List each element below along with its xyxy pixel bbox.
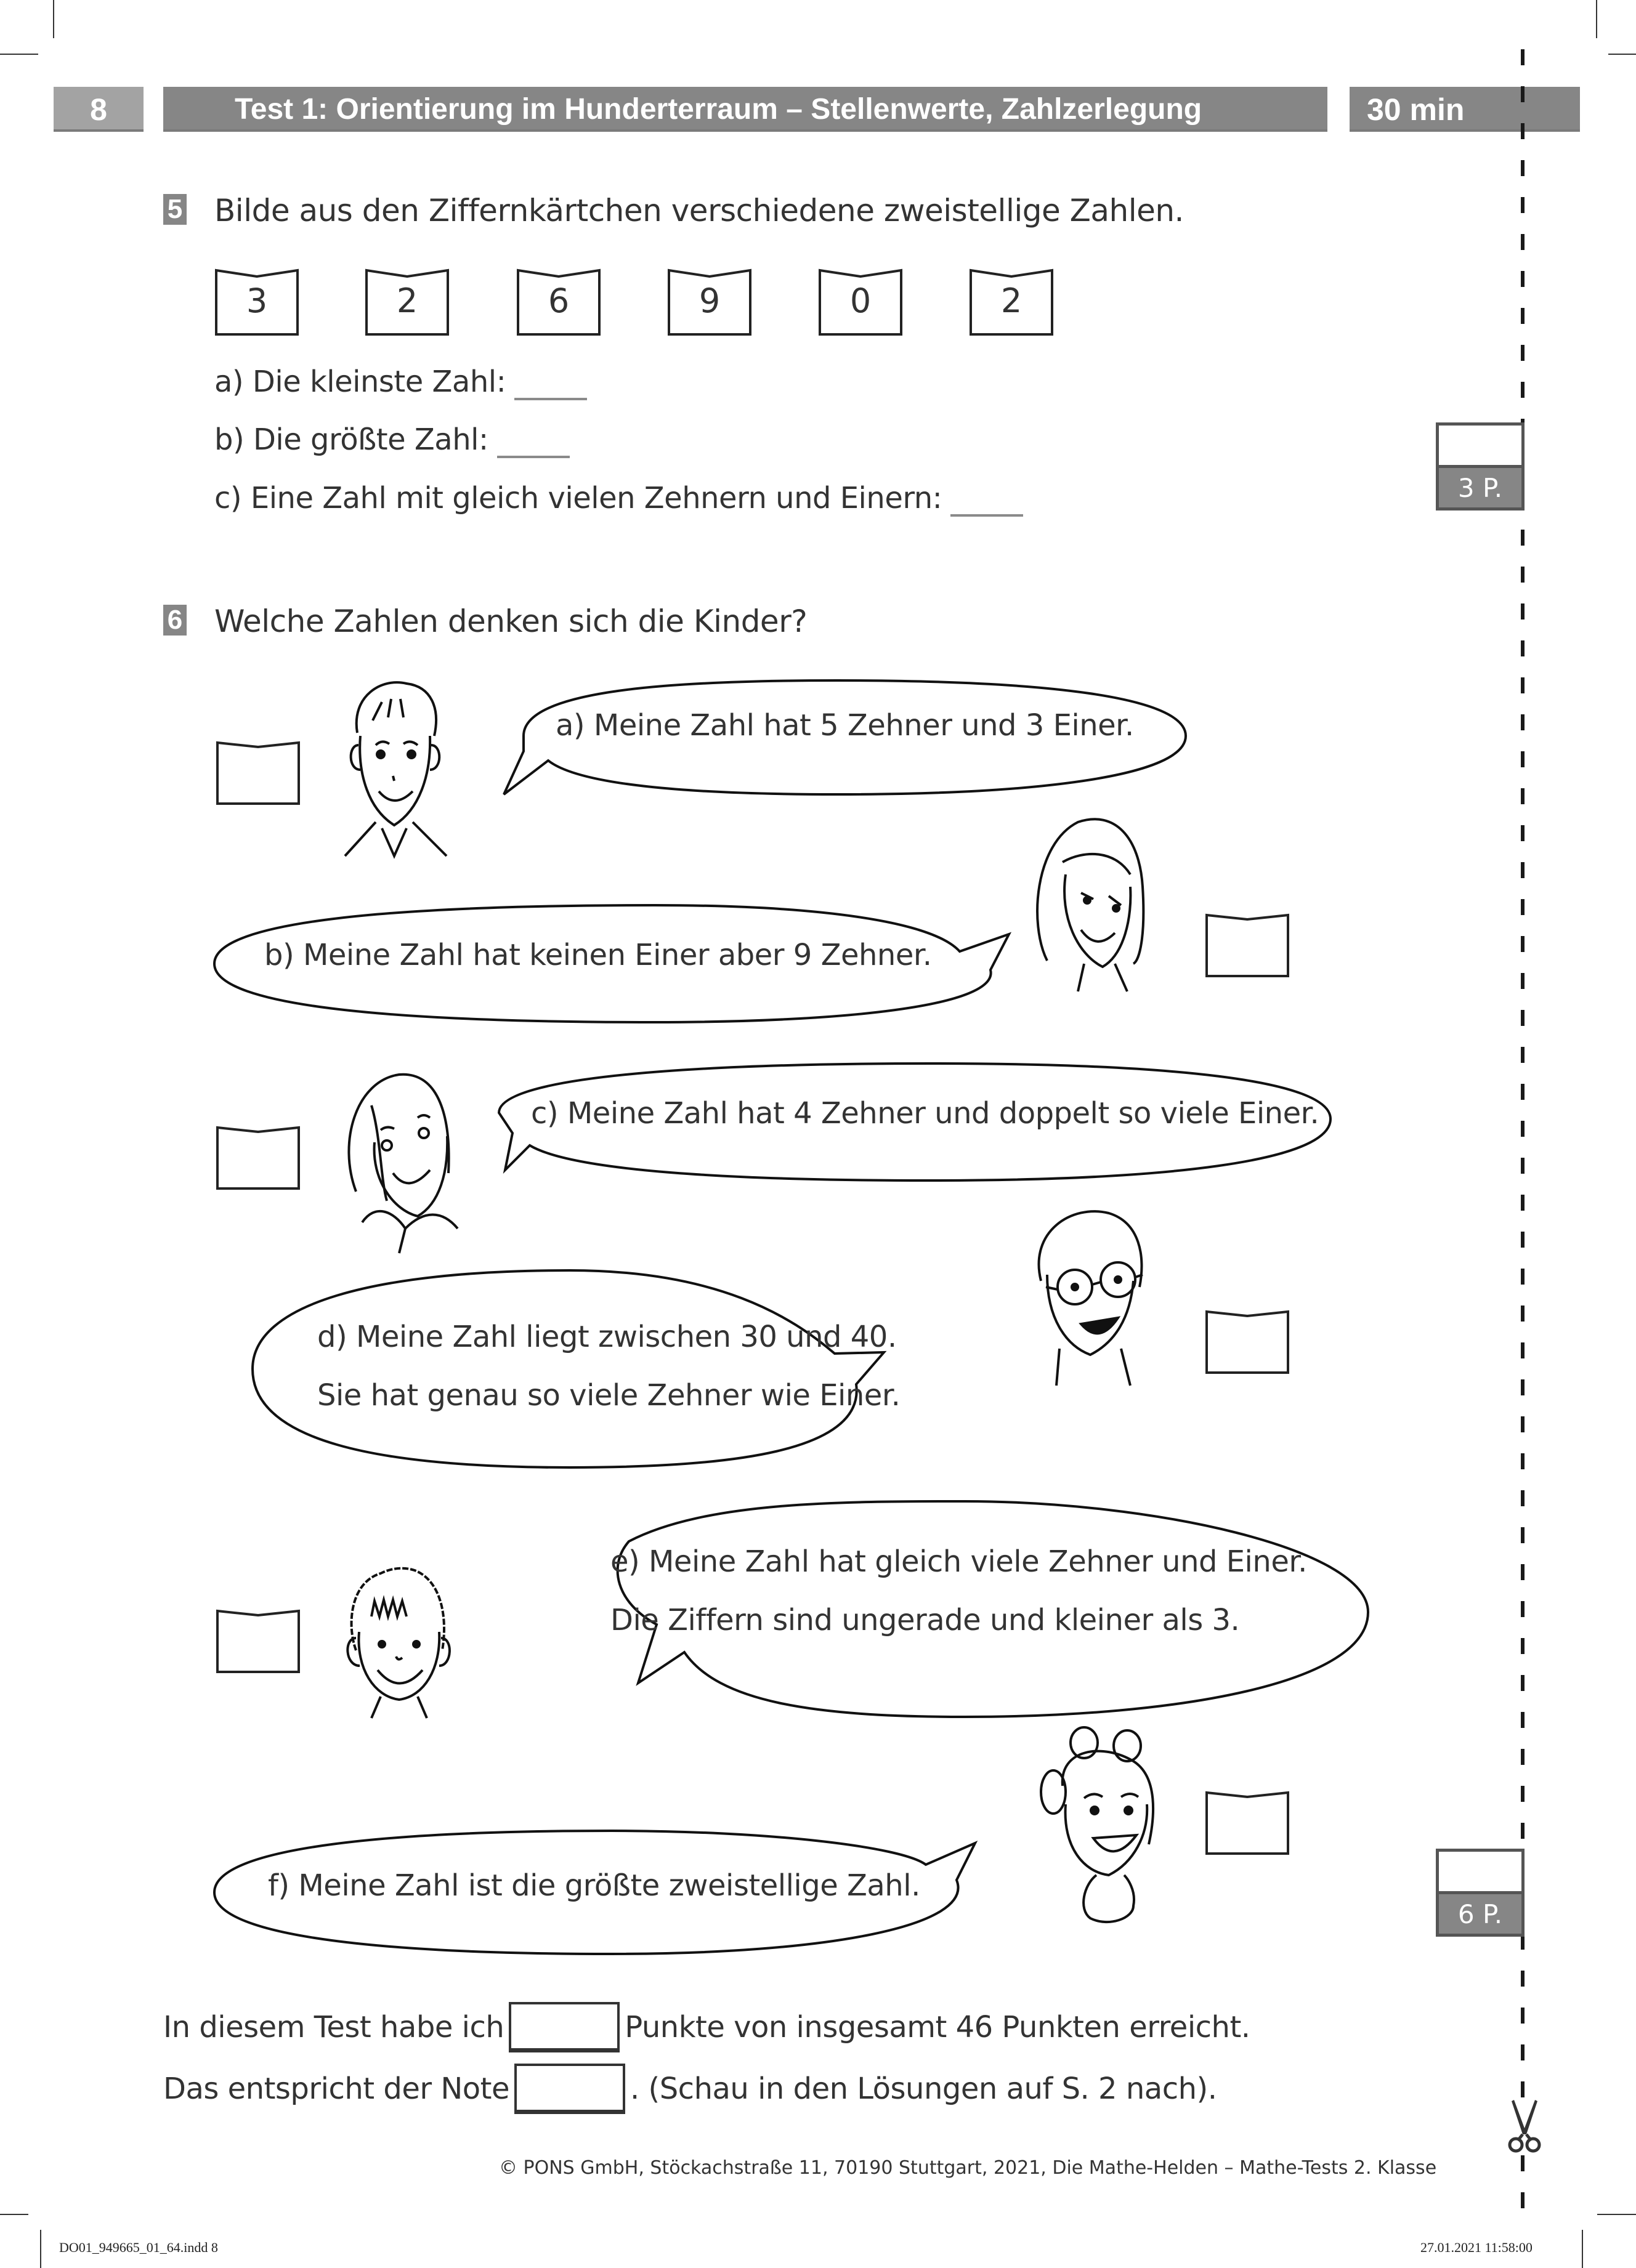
task-number-text: 5 [167, 194, 183, 224]
task-5-number [163, 194, 187, 225]
bubble-text: b) Meine Zahl hat keinen Einer aber 9 Zehner. [264, 938, 932, 972]
digit-card-value: 9 [699, 281, 721, 320]
points-achieved-input[interactable] [509, 2002, 620, 2052]
page-title: Test 1: Orientierung im Hunderterraum – Stellenwerte, Zahlzerlegung [235, 93, 1202, 126]
page-number-badge [54, 87, 144, 132]
digit-card [818, 268, 903, 337]
summary-text: Punkte von insgesamt 46 Punkten erreicht. [625, 2010, 1250, 2044]
copyright-notice: © PONS GmbH, Stöckachstraße 11, 70190 Stuttgart, 2021, Die Mathe-Helden – Mathe-Tests 2. Klasse [499, 2157, 1437, 2179]
print-slug-datetime: 27.01.2021 11:58:00 [1420, 2240, 1533, 2255]
bubble-text: a) Meine Zahl hat 5 Zehner und 3 Einer. [556, 708, 1134, 743]
crop-mark [0, 2214, 28, 2215]
digit-card [214, 268, 299, 337]
bubble-text-line-1: e) Meine Zahl hat gleich viele Zehner und Einer. [610, 1544, 1307, 1579]
crop-mark [1608, 54, 1636, 55]
answer-box-d[interactable] [1205, 1310, 1290, 1374]
duration-badge [1350, 87, 1580, 132]
scissors-icon [1508, 2100, 1541, 2155]
digit-card-value: 6 [548, 281, 570, 320]
question-a [214, 365, 587, 400]
summary-text: In diesem Test habe ich [163, 2010, 504, 2044]
question-label: a) Die kleinste Zahl: [214, 365, 506, 399]
answer-box-c[interactable] [216, 1126, 301, 1190]
page-number: 8 [90, 92, 107, 127]
answer-blank[interactable] [514, 398, 587, 400]
answer-blank[interactable] [497, 456, 570, 458]
question-label: b) Die größte Zahl: [214, 422, 488, 457]
crop-mark [40, 2230, 41, 2268]
task-6-instruction: Welche Zahlen denken sich die Kinder? [214, 603, 808, 639]
bubble-text-line-1: d) Meine Zahl liegt zwischen 30 und 40. [317, 1320, 897, 1354]
points-label: 6 P. [1439, 1891, 1521, 1934]
summary-points-line [163, 2000, 1250, 2055]
task-number-text: 6 [167, 605, 183, 635]
digit-card-value: 0 [849, 281, 872, 320]
bubble-text: c) Meine Zahl hat 4 Zehner und doppelt so viele Einer. [531, 1096, 1319, 1131]
test-title-bar [163, 87, 1327, 132]
answer-blank[interactable] [950, 514, 1023, 517]
answer-box-f[interactable] [1205, 1791, 1290, 1855]
question-b [214, 422, 570, 458]
bubble-text-line-2: Die Ziffern sind ungerade und kleiner als 3. [610, 1603, 1240, 1637]
score-box-task-5[interactable] [1436, 422, 1525, 511]
crop-mark [53, 0, 54, 38]
answer-box-b[interactable] [1205, 913, 1290, 978]
answer-box-a[interactable] [216, 741, 301, 805]
answer-box-e[interactable] [216, 1609, 301, 1674]
bubble-text: f) Meine Zahl ist die größte zweistellige Zahl. [268, 1868, 920, 1903]
summary-text: . (Schau in den Lösungen auf S. 2 nach). [630, 2072, 1217, 2106]
digit-card-value: 2 [396, 281, 418, 320]
score-box-task-6[interactable] [1436, 1849, 1525, 1937]
question-c [214, 481, 1023, 517]
digit-card-value: 2 [1000, 281, 1022, 320]
digit-card-value: 3 [246, 281, 268, 320]
digit-card [969, 268, 1054, 337]
bubble-text-line-2: Sie hat genau so viele Zehner wie Einer. [317, 1378, 901, 1413]
task-6-number [163, 605, 187, 636]
print-slug-file: DO01_949665_01_64.indd 8 [59, 2240, 218, 2255]
summary-text: Das entspricht der Note [163, 2072, 509, 2106]
crop-mark [1582, 2230, 1583, 2268]
points-label: 3 P. [1439, 465, 1521, 507]
digit-card [365, 268, 450, 337]
duration-label: 30 min [1367, 92, 1465, 127]
digit-card [516, 268, 601, 337]
crop-mark [1596, 0, 1597, 38]
question-label: c) Eine Zahl mit gleich vielen Zehnern und Einern: [214, 481, 942, 515]
summary-grade-line [163, 2061, 1217, 2117]
grade-input[interactable] [514, 2064, 625, 2114]
task-5-instruction: Bilde aus den Ziffernkärtchen verschiedene zweistellige Zahlen. [214, 193, 1184, 228]
digit-card [667, 268, 752, 337]
crop-mark [0, 54, 38, 55]
crop-mark [1597, 2214, 1636, 2215]
